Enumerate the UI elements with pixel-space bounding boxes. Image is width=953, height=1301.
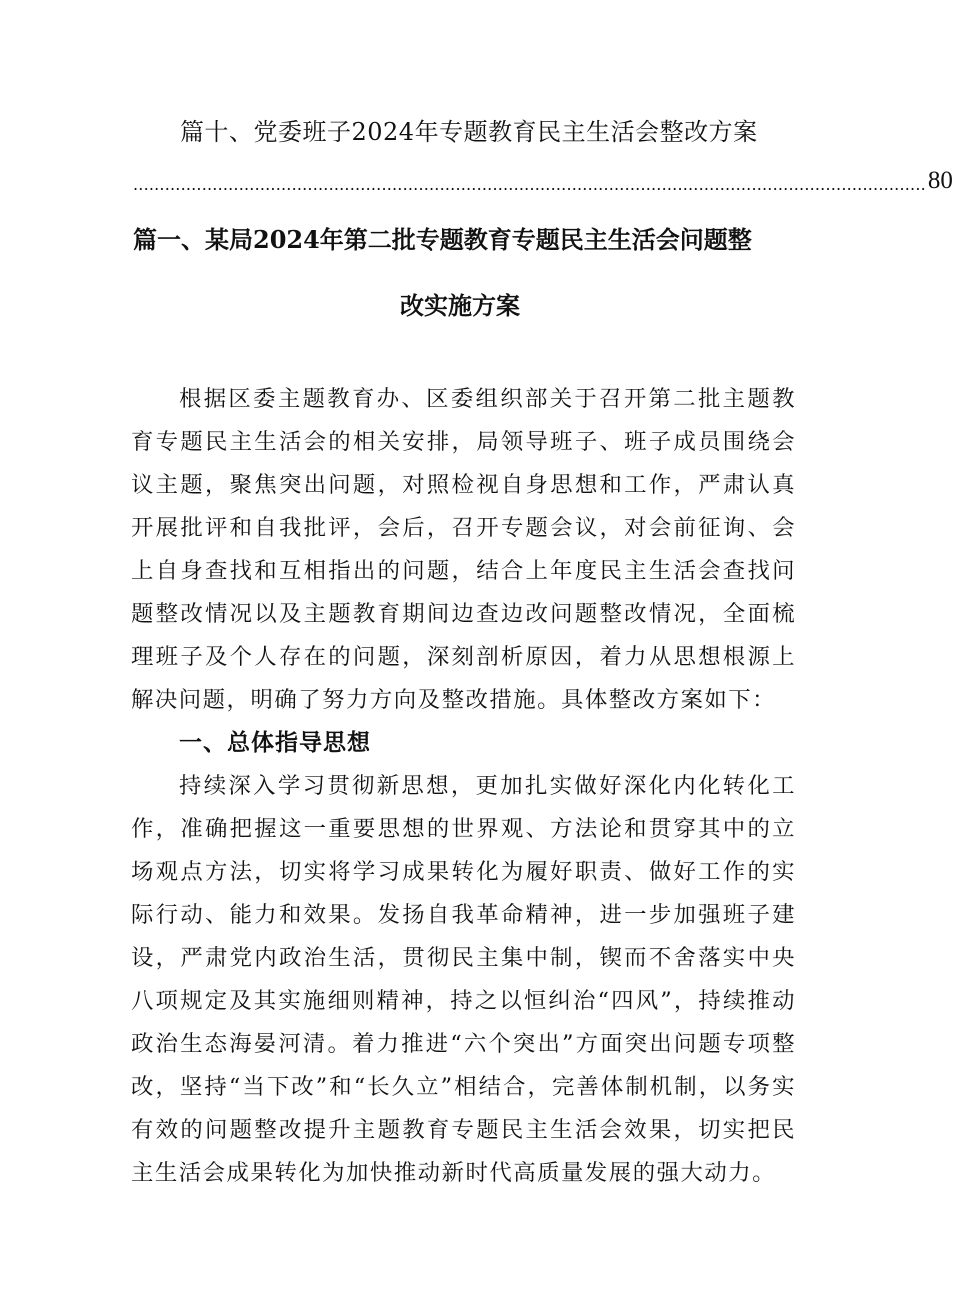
intro-paragraph: 根据区委主题教育办、区委组织部关于召开第二批主题教育专题民主生活会的相关安排，局领导班子、班子成员围绕会议主题，聚焦突出问题，对照检视自身思想和工作，严肃认真开展批评和自我批评，会后，召开专题会议，对会前征询、会上自身查找和互相指出的问题，结合上年度民主生活会查找问题整改情况以及主题教育期间边查边改问题整改情况，全面梳理班子及个人存在的问题，深刻剖析原因，着力从思想根源上解决问题，明确了努力方向及整改措施。具体整改方案如下： xyxy=(131,386,796,713)
toc-entry-leader[interactable] xyxy=(133,164,953,196)
document-title-line-2: 改实施方案 xyxy=(400,291,520,320)
document-title-line-1: 篇一、某局2024年第二批专题教育专题民主生活会问题整 xyxy=(133,225,752,254)
toc-dot-leader: ...................................................................................................................................................... xyxy=(133,175,926,194)
section-1-paragraph: 持续深入学习贯彻新思想，更加扎实做好深化内化转化工作，准确把握这一重要思想的世界观、方法论和贯穿其中的立场观点方法，切实将学习成果转化为履好职责、做好工作的实际行动、能力和效果。发扬自我革命精神，进一步加强班子建设，严肃党内政治生活，贯彻民主集中制，锲而不舍落实中央八项规定及其实施细则精神，持之以恒纠治“四风”，持续推动政治生态海晏河清。着力推进“六个突出”方面突出问题专项整改，坚持“当下改”和“长久立”相结合，完善体制机制，以务实有效的问题整改提升主题教育专题民主生活会效果，切实把民主生活会成果转化为加快推动新时代高质量发展的强大动力。 xyxy=(131,773,796,1186)
toc-entry-title[interactable]: 篇十、党委班子2024年专题教育民主生活会整改方案 xyxy=(180,118,758,146)
document-body xyxy=(131,378,796,1195)
section-heading-1: 一、总体指导思想 xyxy=(179,730,371,756)
toc-page-number: 80 xyxy=(927,167,953,194)
